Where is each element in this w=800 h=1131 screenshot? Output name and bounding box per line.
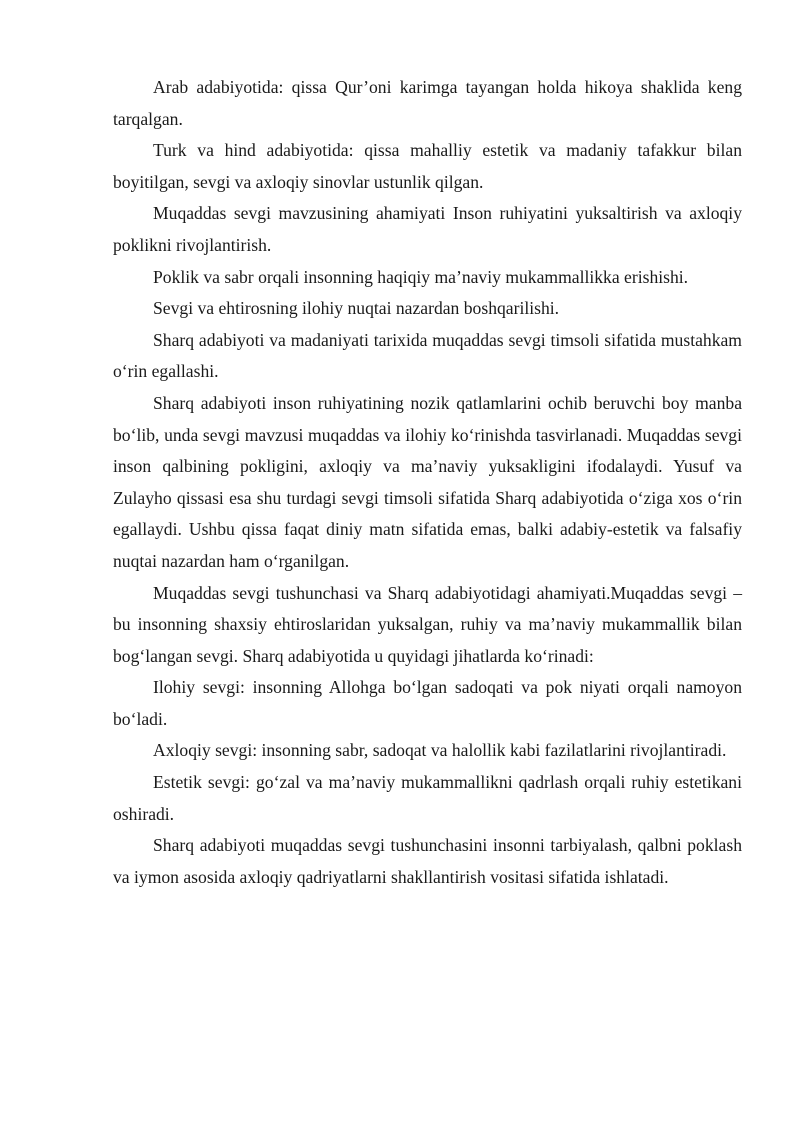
paragraph-aesthetic-love: Estetik sevgi: go‘zal va ma’naviy mukammallikni qadrlash orqali ruhiy estetikani oshiradi.	[113, 772, 742, 824]
paragraph-conclusion: Sharq adabiyoti muqaddas sevgi tushunchasini insonni tarbiyalash, qalbni poklash va iymon asosida axloqiy qadriyatlarni shakllantirish vositasi sifatida ishlatadi.	[113, 835, 742, 887]
paragraph-eastern-literature-source: Sharq adabiyoti inson ruhiyatining nozik qatlamlarini ochib beruvchi boy manba bo‘lib, unda sevgi mavzusi muqaddas va ilohiy ko‘rinishda tasvirlanadi. Muqaddas sevgi inson qalbining pokligini, axloqiy va ma’naviy yuksakligini ifodalaydi. Yusuf va Zulayho qissasi esa shu turdagi sevgi timsoli sifatida Sharq adabiyotida o‘ziga xos o‘rin egallaydi. Ushbu qissa faqat diniy matn sifatida emas, balki adabiy-estetik va falsafiy nuqtai nazardan ham o‘rganilgan.	[113, 392, 742, 571]
paragraph-divine-love: Ilohiy sevgi: insonning Allohga bo‘lgan sadoqati va pok niyati orqali namoyon bo‘ladi.	[113, 677, 742, 729]
paragraph-eastern-culture-place: Sharq adabiyoti va madaniyati tarixida muqaddas sevgi timsoli sifatida mustahkam o‘rin egallashi.	[113, 329, 742, 382]
paragraph-turkish-indian-literature: Turk va hind adabiyotida: qissa mahalliy estetik va madaniy tafakkur bilan boyitilgan, sevgi va axloqiy sinovlar ustunlik qilgan.	[113, 140, 742, 192]
document-body	[113, 72, 742, 893]
paragraph-moral-love: Axloqiy sevgi: insonning sabr, sadoqat va halollik kabi fazilatlarini rivojlantiradi.	[153, 740, 727, 761]
paragraph-sacred-love-importance: Muqaddas sevgi mavzusining ahamiyati Inson ruhiyatini yuksaltirish va axloqiy poklikni rivojlantirish.	[113, 203, 742, 255]
paragraph-love-passion: Sevgi va ehtirosning ilohiy nuqtai nazardan boshqarilishi.	[153, 298, 560, 319]
paragraph-purity-patience: Poklik va sabr orqali insonning haqiqiy ma’naviy mukammallikka erishishi.	[153, 266, 689, 287]
paragraph-arab-literature: Arab adabiyotida: qissa Qur’oni karimga tayangan holda hikoya shaklida keng tarqalgan.	[113, 77, 742, 129]
paragraph-sacred-love-concept: Muqaddas sevgi tushunchasi va Sharq adabiyotidagi ahamiyati.Muqaddas sevgi – bu insonning shaxsiy ehtiroslaridan yuksalgan, ruhiy va ma’naviy mukammallik bilan bog‘langan sevgi. Sharq adabiyotida u quyidagi jihatlarda ko‘rinadi:	[113, 582, 742, 666]
